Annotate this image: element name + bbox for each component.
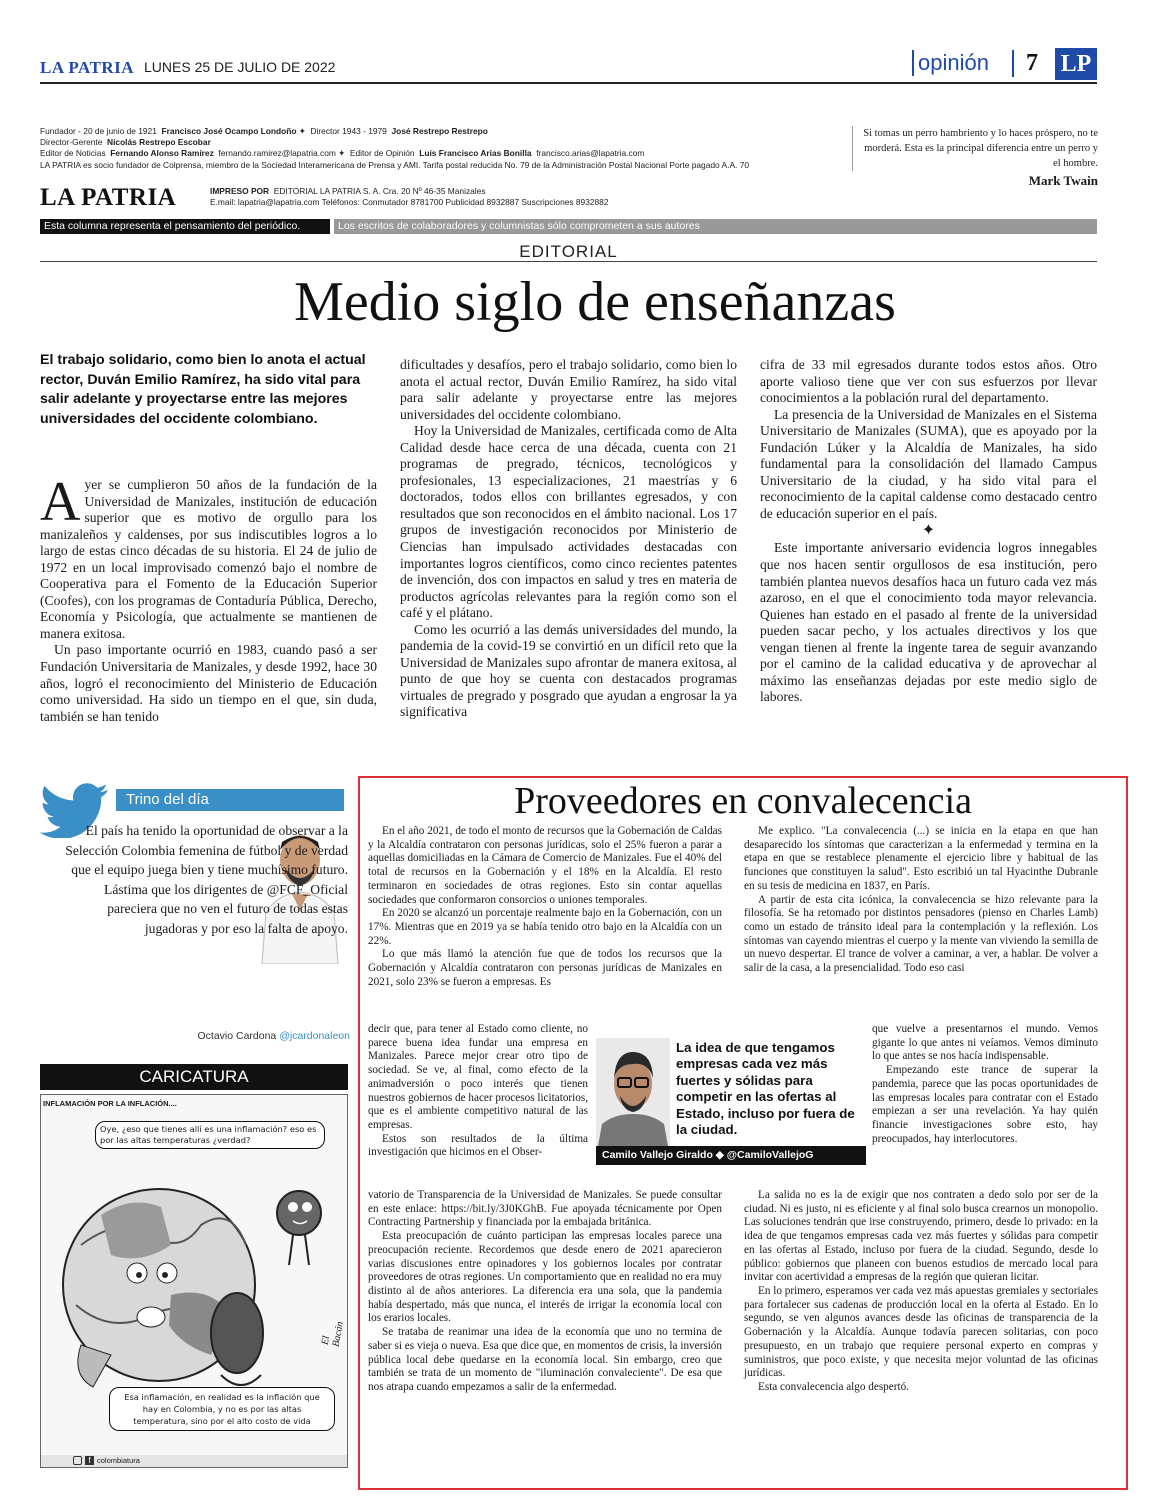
speech-bubble-bottom: Esa inflamación, en realidad es la inflación que hay en Colombia, y no es por las altas temperatura, sino por el alto costo de vida (109, 1387, 335, 1431)
founder-label: Fundador - 20 de junio de 1921 (40, 126, 157, 136)
editorial-paragraph: cifra de 33 mil egresados durante todos estos años. Otro aporte valioso tiene que ver con sus esfuerzos por llevar conocimientos a la población rural del departamento. (760, 357, 1097, 406)
column-paragraph: La salida no es la de exigir que nos contraten a dedo solo por ser de la ciudad. Ni es justo, ni es eficiente y al final solo busca crearnos un monopolio. Las soluciones tendrán que irse construyendo, primero, desde lo privado: en la idea de que tengamos empresas cada vez más fuertes y sólidas para competir en las ofertas al Estado, incluso por fuera de la ciudad. Segundo, desde lo público: gobiernos que planeen con buenos estudios de mercado local para invitar con acertividad a empresas de la región que quieran licitar. (744, 1189, 1098, 1284)
facebook-icon: f (85, 1456, 94, 1465)
editorial-column-1 (40, 471, 377, 725)
paragraph-text: yer se cumplieron 50 años de la fundación de la Universidad de Manizales, institución de educación superior que es motivo de orgullo para los manizaleños y caldenses, por sus indiscutibles logros a lo largo de estas cinco décadas de su historia. El 24 de julio de 1972 en un local improvisado comenzó bajo el nombre de Cooperativa para el Fomento de la Educación Superior (Coofes), con los programas de Contaduría Pública, Derecho, Economía y Psicología, que actualmente se mantienen de manera exitosa. (40, 477, 377, 641)
editorial-column-2 (400, 357, 737, 721)
trino-author-handle[interactable]: @jcardonaleon (279, 1030, 350, 1042)
column-paragraph: Se trataba de reanimar una idea de la economía que uno no termina de saber si es vieja o nueva. Esa que dice que, en momentos de crisis, la inversión pública local debe quedarse en la economía local. Sin embargo, creo que también se trata de un momento de "iluminación convaleciente". De esa que nos atrapa cuando empezamos a salir de la enfermedad. (368, 1326, 722, 1394)
column-paragraph: decir que, para tener al Estado como cliente, no parece buena idea fundar una empresa en Manizales. Parece mejor crear otro tipo de sociedad. Se ve, al final, como efecto de la animadversión o poco interés que tienen nuestros gobiernos de hacer procesos licitatorios, que es el ambiente competitivo natural de las empresas. (368, 1023, 588, 1132)
column-paragraph: Lo que más llamó la atención fue que de todos los recursos que la Gobernación y Alcaldía contrataron con personas jurídicas de Manizales en 2021, solo 23% se fueron a empresas. Es (368, 948, 722, 988)
disclaimer-strip (40, 219, 1097, 234)
diamond-icon: ◆ (715, 1149, 724, 1161)
masthead-legal: LA PATRIA es socio fundador de Colprensa, miembro de la Sociedad Interamericana de Prensa y AMI. Tarifa postal reducida No. 79 de la Administración Postal Nacional Porte pagado A.A. 70 (40, 159, 750, 170)
editorial-rule (40, 261, 1097, 262)
editorial-title: Medio siglo de enseñanzas (294, 271, 896, 333)
columnist-credit (596, 1146, 866, 1165)
column-text-2a (744, 825, 1098, 976)
editorial-lead: El trabajo solidario, como bien lo anota el actual rector, Duván Emilio Ramírez, ha sido vital para salir adelante y proyectarse entre las mejores universidades del occidente colombiano. (40, 352, 366, 427)
cartoonist-signature: El Bacán (319, 1320, 346, 1348)
editorial-paragraph: Como les ocurrió a las demás universidades del mundo, la pandemia de la covid-19 se convirtió en un difícil reto que la Universidad de Manizales supo afrontar de manera exitosa, al punto de que hoy se cuenta con destacados programas virtuales de pregrado y posgrado que ayudan a engrosar la ya significativa (400, 621, 737, 720)
pull-quote-box (596, 1038, 866, 1146)
column-paragraph: Me explico. "La convalecencia (...) se inicia en la etapa en que han desaparecido los síntomas que caracterizan a la enfermedad y termina en la etapa en que se restablece plenamente el ejercicio libre y habitual de las funciones que constituyen la salud". Esto escribió un tal Hyacinthe Dubranle en su tesis de medicina en 1837, en París. (744, 825, 1098, 892)
column-paragraph: En el año 2021, de todo el monto de recursos que la Gobernación de Caldas y la Alcaldía contrataron con personas jurídicas, solo el 25% fueron a parar a aquellas domiciliadas en la Cámara de Comercio de Manizales. Fue el 40% del total de recursos en la Gobernación y el 18% en la Alcaldía. El resto terminaron en sociedades de otras regiones. Esto sin contar aquellas sociedades que conformaron consorcios o uniones temporales. (368, 825, 722, 906)
caricatura-label: CARICATURA (40, 1064, 348, 1090)
newspaper-logo: LA PATRIA (40, 58, 135, 77)
editorial-paragraph: dificultades y desafíos, pero el trabajo solidario, como bien lo anota el actual rector, Duván Emilio Ramírez, ha sido vital para salir adelante y proyectarse entre las mejores universidades del occidente colombiano. (400, 357, 737, 422)
printer-contact: E.mail: lapatria@lapatria.com Teléfonos: Conmutador 8781700 Publicidad 8932887 Suscripciones 8932882 (210, 197, 609, 207)
masthead-logo: LA PATRIA (40, 184, 177, 211)
trino-author (190, 1030, 350, 1042)
director-name: José Restrepo Restrepo (391, 126, 488, 136)
opinion-editor-name: Luis Francisco Arias Bonilla (419, 148, 532, 159)
printer-label: IMPRESO POR (210, 186, 270, 196)
editorial-column-3 (760, 357, 1097, 706)
cartoon-caption: INFLAMACIÓN POR LA INFLACIÓN.... (43, 1099, 177, 1108)
column-text-1b (368, 1023, 588, 1160)
opinion-editor-email[interactable]: francisco.arias@lapatria.com (536, 148, 645, 159)
masthead-credits: Fundador - 20 de junio de 1921 Francisco José Ocampo Londoño ✦ Director 1943 - 1979 José Restrepo Restrepo Director-Gerente Nicolás Restrepo Escobar Editor de Noticias Fernando Alonso Ramírez fernando.ramirez@lapatria.com ✦ Editor de Opinión Luis Francisco Arias Bonilla francisco.arias@lapatria.com LA PATRIA es socio fundador de Colprensa, miembro de la Sociedad Interamericana de Prensa y AMI. Tarifa postal reducida No. 79 de la Administración Postal Nacional Porte pagado A.A. 70 (40, 126, 840, 171)
printer-address: EDITORIAL LA PATRIA S. A. Cra. 20 Nº 46-35 Manizales (273, 186, 486, 196)
columnist-photo (596, 1038, 670, 1146)
director-label: Director 1943 - 1979 (310, 126, 387, 136)
drop-cap: A (40, 471, 81, 533)
trino-text: El país ha tenido la oportunidad de observar a la Selección Colombia femenina de fútbol y de verdad que el equipo juega bien y tiene muchísimo futuro. Lástima que los dirigentes de @FCF_Oficial pareciera que no ven el futuro de todas estas jugadoras y por eso la falta de apoyo. (65, 823, 348, 936)
news-editor-label: Editor de Noticias (40, 148, 106, 159)
editorial-paragraph (40, 471, 377, 642)
column-paragraph: En lo primero, esperamos ver cada vez más apuestas gremiales y sectoriales para fortalecer sus cadenas de producción local en la oferta al Estado. En lo segundo, se ven algunos avances desde las oficinas de transparencia de la Gobernación y la Alcaldía. Aunque todavía parecen solitarias, con poco presupuesto, en un trabajo que requiere personal experto en compras y suministros, que poco existe, y que necesita mejor voluntad de las oficinas jurídicas. (744, 1285, 1098, 1380)
trino-label: Trino del día (116, 789, 344, 811)
editorial-paragraph: La presencia de la Universidad de Manizales en el Sistema Universitario de Manizales (SUMA), que es apoyado por la Fundación Lúker y la Alcaldía de Manizales, ha sido fundamental para la consolidación del llamado Campus Universitario de la ciudad, y ha sido vital para el reconocimiento de la capital caldense como destacado centro de educación superior en el país. (760, 406, 1097, 521)
speech-bubble-top: Oye, ¿eso que tienes allí es una inflamación? eso es por las altas temperaturas ¿verdad? (95, 1121, 325, 1149)
cartoon-footer-handle[interactable]: colombiatura (97, 1456, 140, 1465)
printer-info (210, 186, 609, 208)
column-paragraph: A partir de esta cita icónica, la convalecencia se hizo relevante para la filosofía. Se ha retomado por distintos pensadores (pienso en Charles Lamb) como un estado de tránsito ideal para la contemplación y la reflexión. Los síntomas van cayendo mientras el cuerpo y la mente van viviendo la semilla de un nuevo despertar. El trance de volver a caminar, a ver, a hablar. De volver a salir de la casa, a la presencialidad. Todo eso casi (744, 893, 1098, 975)
instagram-icon (73, 1456, 82, 1465)
page-number: 7 (1012, 50, 1038, 77)
column-paragraph: Esta preocupación de cuánto participan las empresas locales parece una preocupación reciente. Recordemos que desde enero de 2021 aparecieron varias discusiones entre opinadores y los gobiernos locales por contratar proveedores de otras regiones. Un comportamiento que en realidad no era muy distinto al de años anteriores. La diferencia era una sola, que la pandemia había despertado, más que nunca, el interés de irrigar la economía local con los erarios locales. (368, 1230, 722, 1325)
news-editor-name: Fernando Alonso Ramírez (110, 148, 214, 159)
director-manager-label: Director-Gerente (40, 137, 103, 148)
director-manager-name: Nicolás Restrepo Escobar (107, 137, 211, 148)
column-paragraph: Empezando este trance de superar la pandemia, parece que las pocas oportunidades de las empresas locales para contratar con el Estado empiezan a ser una revelación. Ya hay quién financie investigaciones sobre esto, hay preocupados, hay interlocutores. (872, 1064, 1098, 1145)
founder-name: Francisco José Ocampo Londoño (161, 126, 297, 136)
page-header (40, 48, 1097, 84)
column-text-1a (368, 825, 722, 990)
cartoon-footer (41, 1455, 347, 1467)
column-paragraph: que vuelve a presentarnos el mundo. Vemos gigante lo que antes ni veíamos. Vemos diminuto lo que antes se nos hacía indispensable. (872, 1023, 1098, 1063)
editorial-paragraph: Este importante aniversario evidencia logros innegables que nos hacen sentir orgullosos de esa institución, pero también plantea nuevos desafíos haca un futuro cada vez más azaroso, en el que el conocimiento toda mayor relevancia. Quienes han estado en el pasado al frente de la universidad pueden sacar pecho, y los actuales directivos y los que vengan tienen al frente la ingente tarea de seguir avanzando por el camino de la calidad educativa y de aprovechar al máximo las enseñanzas dejadas por este medio siglo de labores. (760, 540, 1097, 705)
quote-author: Mark Twain (1028, 173, 1098, 188)
column-paragraph: Esta convalecencia algo despertó. (758, 1381, 909, 1394)
pull-quote-text: La idea de que tengamos empresas cada vez más fuertes y sólidas para competir en las ofertas al Estado, incluso por fuera de la ciudad. (676, 1040, 855, 1138)
column-text-1c (368, 1189, 722, 1395)
column-paragraph: vatorio de Transparencia de la Universidad de Manizales. Se puede consultar en este enlace: https://bit.ly/3J0KGhB. Fue apoyada técnicamente por Open Contracting Partnership y financiada por la embajada británica. (368, 1189, 722, 1229)
disclaimer-columnists: Los escritos de colaboradores y columnistas sólo comprometen a sus autores (334, 219, 1097, 234)
lp-badge: LP (1055, 48, 1097, 80)
columnist-name: Camilo Vallejo Giraldo (602, 1149, 713, 1161)
editorial-label: EDITORIAL (519, 242, 618, 261)
columnist-handle[interactable]: @CamiloVallejoG (726, 1149, 814, 1161)
disclaimer-editorial: Esta columna representa el pensamiento del periódico. (40, 219, 330, 234)
quote-text: Si tomas un perro hambriento y lo haces próspero, no te morderá. Esta es la principal diferencia entre un perro y el hombre. (852, 126, 1098, 171)
news-editor-email[interactable]: fernando.ramirez@lapatria.com (218, 148, 336, 159)
column-paragraph: Estos son resultados de la última investigación que hicimos en el Obser- (368, 1132, 588, 1159)
editorial-paragraph: Hoy la Universidad de Manizales, certificada como de Alta Calidad desde hace cerca de una década, cuenta con 21 programas de pregrado, técnicos, tecnológicos y profesionales, 13 especializaciones, 21 maestrías y 6 doctorados, todos ellos con brillantes egresados, y con resultados que son reconocidos en el ámbito nacional. Los 17 grupos de investigación reconocidos por Ministerio de Ciencias han impulsado actividades destacadas con importantes logros científicos, como cinco recientes patentes de invención, dos con impactos en salud y tres en materia de productos agrícolas relevantes para la región como son el café y el plátano. (400, 423, 737, 621)
editorial-paragraph: Un paso importante ocurrió en 1983, cuando pasó a ser Fundación Universitaria de Manizales, y desde 1992, hace 30 años, logró el reconocimiento del Ministerio de Educación como universidad. Ha sido un tiempo en el que, sin duda, también se han tenido (40, 642, 377, 724)
opinion-editor-label: Editor de Opinión (349, 148, 415, 159)
ornament-icon: ✦ (921, 522, 936, 540)
caricature-cartoon (40, 1094, 348, 1468)
section-tag: opinión (912, 50, 989, 76)
column-title: Proveedores en convalecencia (514, 780, 972, 822)
trino-author-name: Octavio Cardona (197, 1030, 277, 1042)
column-text-2c (744, 1189, 1098, 1395)
column-paragraph: En 2020 se alcanzó un porcentaje realmente bajo en la Gobernación, con un 17%. Mientras que en 2019 ya se había tenido otro bajo en la Alcaldía con un 22%. (368, 907, 722, 947)
column-text-2b (872, 1023, 1098, 1146)
issue-date: LUNES 25 DE JULIO DE 2022 (144, 59, 336, 75)
